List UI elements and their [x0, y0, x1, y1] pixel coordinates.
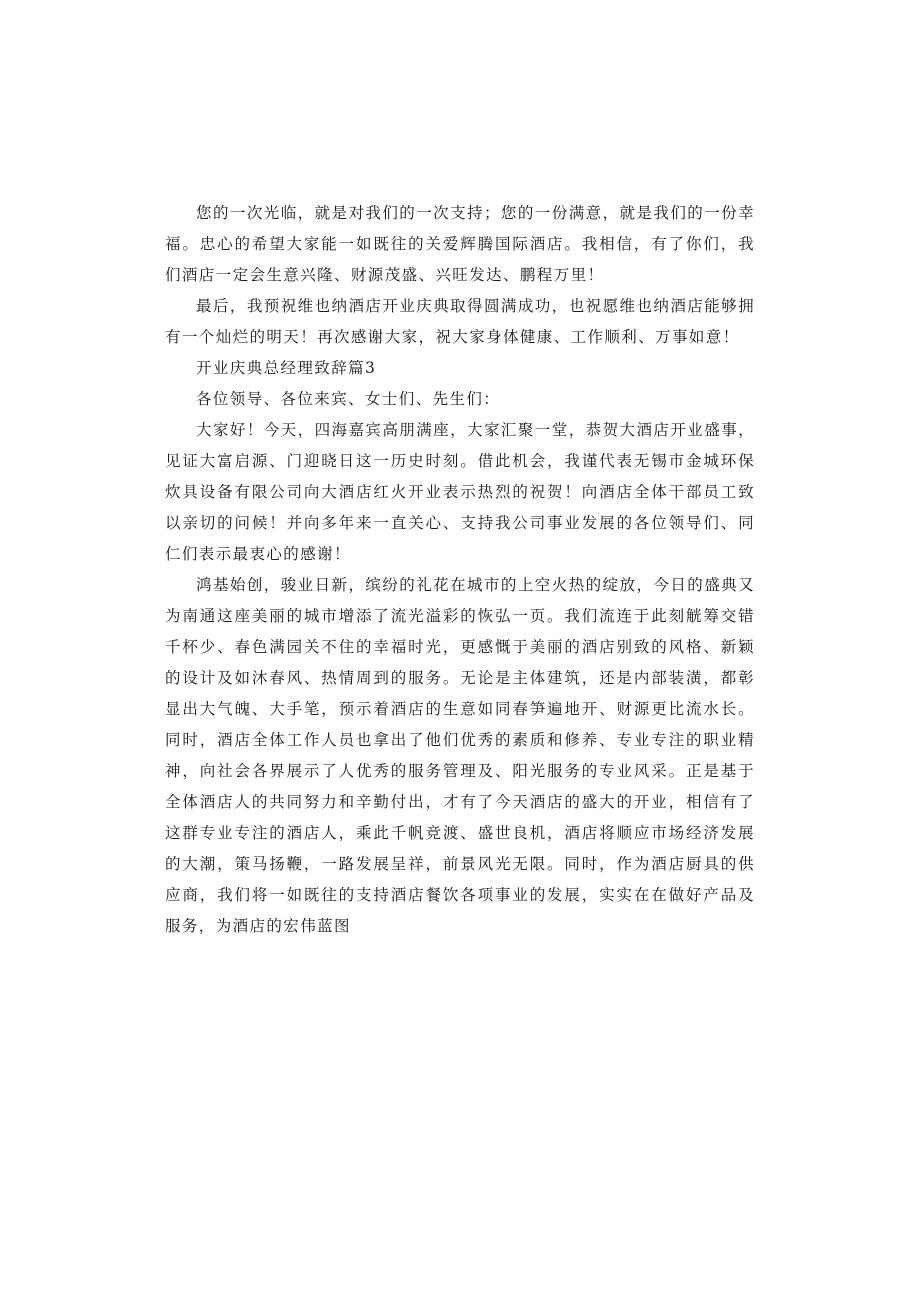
salutation: 各位领导、各位来宾、女士们、先生们：: [196, 390, 501, 408]
paragraph-greeting: 大家好！今天，四海嘉宾高朋满座，大家汇聚一堂，恭贺大酒店开业盛事，见证大富启源、门迎晓日这一历史时刻。借此机会，我谨代表无锡市金城环保炊具设备有限公司向大酒店红火开业表示热烈的祝贺！向酒店全体干部员工致以亲切的问候！并向多年来一直关心、支持我公司事业发展的各位领导们、同仁们表示最衷心的感谢！: [165, 421, 755, 563]
section-title: 开业庆典总经理致辞篇3: [196, 359, 377, 377]
paragraph-support: 您的一次光临，就是对我们的一次支持；您的一份满意，就是我们的一份幸福。忠心的希望大家能一如既往的关爱辉腾国际酒店。我相信，有了你们，我们酒店一定会生意兴隆、财源茂盛、兴旺发达、鹏程万里！: [165, 204, 755, 284]
paragraph-closing-wishes: 最后，我预祝维也纳酒店开业庆典取得圆满成功，也祝愿维也纳酒店能够拥有一个灿烂的明天！再次感谢大家，祝大家身体健康、工作顺利、万事如意！: [165, 297, 755, 346]
document-body: [165, 198, 755, 942]
paragraph-celebration: 鸿基始创，骏业日新，缤纷的礼花在城市的上空火热的绽放，今日的盛典又为南通这座美丽的城市增添了流光溢彩的恢弘一页。我们流连于此刻觥筹交错千杯少、春色满园关不住的幸福时光，更感慨于美丽的酒店别致的风格、新颖的设计及如沐春风、热情周到的服务。无论是主体建筑，还是内部装潢，都彰显出大气魄、大手笔，预示着酒店的生意如同春笋遍地开、财源更比流水长。同时，酒店全体工作人员也拿出了他们优秀的素质和修养、专业专注的职业精神，向社会各界展示了人优秀的服务管理及、阳光服务的专业风采。正是基于全体酒店人的共同努力和辛勤付出，才有了今天酒店的盛大的开业，相信有了这群专业专注的酒店人，乘此千帆竞渡、盛世良机，酒店将顺应市场经济发展的大潮，策马扬鞭，一路发展呈祥，前景风光无限。同时，作为酒店厨具的供应商，我们将一如既往的支持酒店餐饮各项事业的发展，实实在在做好产品及服务，为酒店的宏伟蓝图: [165, 576, 755, 935]
